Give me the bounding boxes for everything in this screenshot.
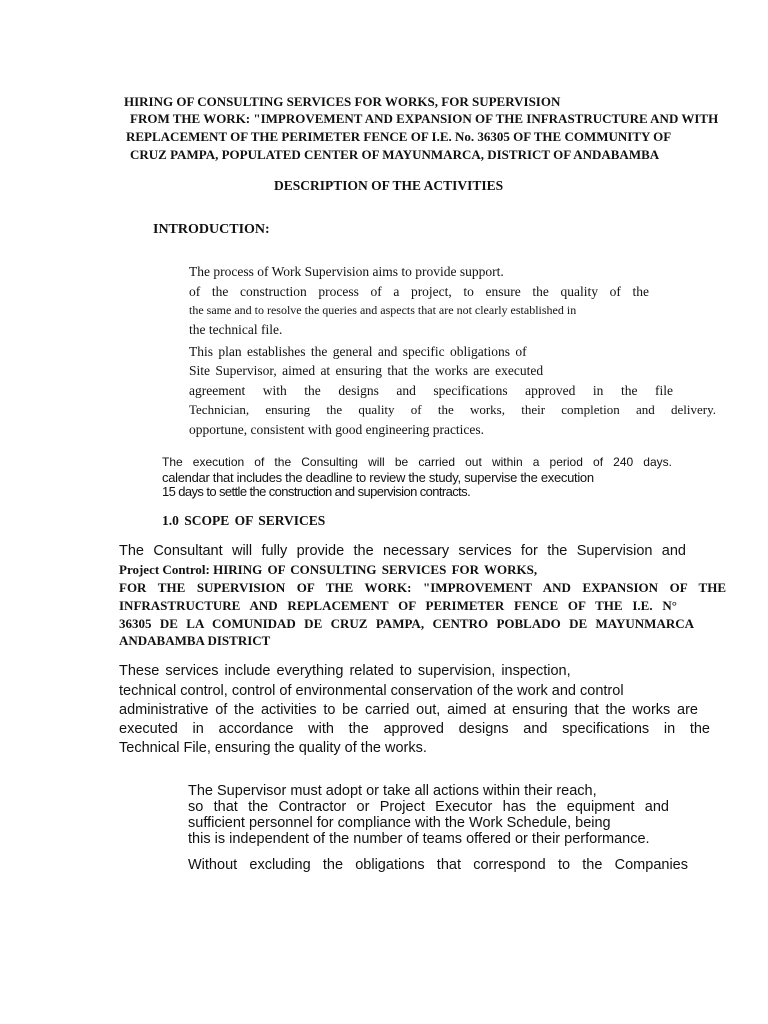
scope-bold-line: FOR THE SUPERVISION OF THE WORK: "IMPROVEMENT AND EXPANSION OF THE bbox=[119, 580, 726, 595]
scope-heading: 1.0 SCOPE OF SERVICES bbox=[162, 513, 326, 528]
intro-p2-line: opportune, consistent with good engineering practices. bbox=[189, 422, 485, 437]
scope-p2-line: administrative of the activities to be carried out, aimed at ensuring that the works are bbox=[119, 702, 698, 718]
document-title-line-4: CRUZ PAMPA, POPULATED CENTER OF MAYUNMARCA, DISTRICT OF ANDABAMBA bbox=[130, 147, 660, 162]
scope-intro-line: The Consultant will fully provide the necessary services for the Supervision and bbox=[119, 543, 686, 559]
intro-p2-line: This plan establishes the general and specific obligations of bbox=[189, 344, 527, 359]
project-title-part: HIRING OF CONSULTING SERVICES FOR WORKS, bbox=[213, 562, 538, 577]
scope-p4-line: Without excluding the obligations that correspond to the Companies bbox=[188, 857, 688, 873]
scope-bold-line: ANDABAMBA DISTRICT bbox=[119, 633, 271, 648]
intro-p1-line: of the construction process of a project, to ensure the quality of the bbox=[189, 284, 649, 299]
document-title-line-2: FROM THE WORK: "IMPROVEMENT AND EXPANSION OF THE INFRASTRUCTURE AND WITH bbox=[130, 111, 719, 126]
intro-p1-line: The process of Work Supervision aims to provide support. bbox=[189, 264, 504, 279]
scope-bold-line: INFRASTRUCTURE AND REPLACEMENT OF PERIMETER FENCE OF THE I.E. N° bbox=[119, 598, 677, 613]
scope-p2-line: Technical File, ensuring the quality of the works. bbox=[119, 740, 427, 756]
scope-bold-line bbox=[119, 562, 537, 578]
project-control-label: Project Control: bbox=[119, 562, 210, 577]
scope-p2-line: executed in accordance with the approved designs and specifications in the bbox=[119, 721, 710, 737]
document-title-line-1: HIRING OF CONSULTING SERVICES FOR WORKS, FOR SUPERVISION bbox=[124, 94, 561, 109]
intro-p3-line: calendar that includes the deadline to review the study, supervise the execution bbox=[162, 470, 594, 485]
intro-p2-line: Site Supervisor, aimed at ensuring that the works are executed bbox=[189, 363, 544, 378]
scope-p3-line: so that the Contractor or Project Executor has the equipment and bbox=[188, 799, 669, 815]
intro-p1-line: the technical file. bbox=[189, 322, 283, 337]
intro-p1-line: the same and to resolve the queries and aspects that are not clearly established in bbox=[189, 303, 577, 317]
scope-p2-line: technical control, control of environmental conservation of the work and control bbox=[119, 683, 624, 699]
document-title-line-3: REPLACEMENT OF THE PERIMETER FENCE OF I.E. No. 36305 OF THE COMMUNITY OF bbox=[126, 129, 672, 144]
scope-bold-line: 36305 DE LA COMUNIDAD DE CRUZ PAMPA, CENTRO POBLADO DE MAYUNMARCA bbox=[119, 616, 694, 631]
intro-p2-line: agreement with the designs and specifications approved in the file bbox=[189, 383, 673, 398]
introduction-heading: INTRODUCTION: bbox=[153, 222, 270, 237]
document-subtitle: DESCRIPTION OF THE ACTIVITIES bbox=[274, 178, 504, 193]
scope-p3-line: sufficient personnel for compliance with the Work Schedule, being bbox=[188, 815, 611, 831]
intro-p3-line: The execution of the Consulting will be carried out within a period of 240 days. bbox=[162, 455, 672, 469]
scope-p3-line: The Supervisor must adopt or take all actions within their reach, bbox=[188, 783, 597, 799]
intro-p2-line: Technician, ensuring the quality of the works, their completion and delivery. bbox=[189, 402, 716, 417]
intro-p3-line: 15 days to settle the construction and supervision contracts. bbox=[162, 484, 471, 499]
scope-p2-line: These services include everything related to supervision, inspection, bbox=[119, 663, 571, 679]
scope-p3-line: this is independent of the number of teams offered or their performance. bbox=[188, 831, 650, 847]
